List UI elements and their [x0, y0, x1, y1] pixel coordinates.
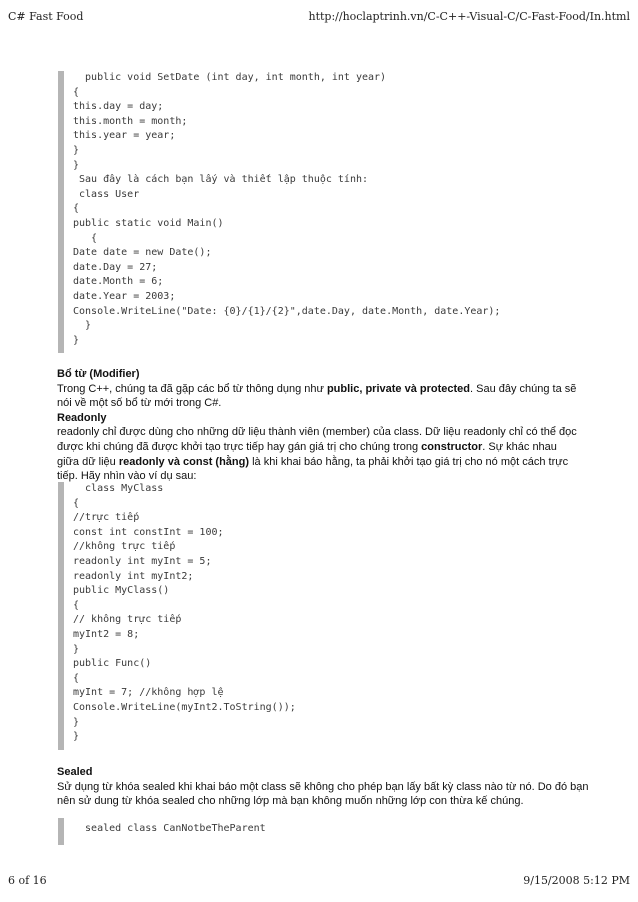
text-run: . Sau đây chúng ta sẽ nói về một số bổ từ mới trong C#.	[57, 382, 577, 410]
code-listing-3	[64, 818, 266, 837]
bold-run: constructor	[421, 440, 483, 453]
text-run: là khi khai báo hằng, ta phải khởi tạo giá trị cho nó một cách trực tiếp. Hãy nhìn vào ví dụ sau:	[57, 455, 569, 483]
text-run: Trong C++, chúng ta đã gặp các bổ từ thông dụng như	[57, 382, 327, 395]
code-line: public MyClass()	[73, 585, 170, 597]
footer-page-number: 6 of 16	[8, 874, 47, 887]
code-block-1	[58, 71, 500, 353]
bold-run: readonly và const (hằng)	[118, 455, 250, 468]
code-line: Console.WriteLine(myInt2.ToString());	[73, 701, 296, 713]
code-line: date.Month = 6;	[73, 276, 164, 288]
code-line: myInt2 = 8;	[73, 628, 140, 640]
code-line: this.year = year;	[73, 130, 176, 142]
sealed-paragraph: Sử dụng từ khóa sealed khi khai báo một class sẽ không cho phép bạn lấy bất kỳ class nào từ nó. Do đó bạn nên sử dung từ khóa sealed cho những lớp mà bạn không muốn những lớp con thừa kế chúng.	[57, 780, 589, 808]
code-line: }	[73, 643, 80, 655]
header-title: C# Fast Food	[8, 10, 84, 23]
code-line: }	[73, 144, 80, 156]
code-line: //trực tiếp	[73, 512, 140, 524]
code-line: class User	[73, 188, 140, 200]
code-line: }	[73, 731, 80, 743]
bold-run: public, private và protected	[326, 382, 470, 395]
code-line: {	[73, 232, 98, 244]
code-line: this.month = month;	[73, 115, 188, 127]
code-line: myInt = 7; //không hợp lệ	[73, 687, 224, 699]
code-line: public void SetDate (int day, int month, int year)	[73, 72, 387, 83]
code-line: // không trực tiếp	[73, 614, 182, 626]
code-line: sealed class CanNotbeTheParent	[73, 823, 266, 834]
modifier-paragraph	[57, 382, 592, 411]
code-line: readonly int myInt2;	[73, 570, 194, 582]
text-run: . Sự khác nhau giữa dữ liệu	[57, 440, 557, 468]
section-heading-modifier: Bổ từ (Modifier)	[57, 368, 140, 380]
code-line: Sau đây là cách bạn lấy và thiết lập thuộc tính:	[73, 174, 369, 186]
modifier-section	[57, 367, 592, 484]
sealed-section	[57, 765, 592, 809]
code-line: this.day = day;	[73, 101, 164, 113]
header-url[interactable]: http://hoclaptrinh.vn/C-C++-Visual-C/C-Fast-Food/In.html	[308, 10, 630, 23]
code-line: }	[73, 320, 92, 332]
code-line: date.Year = 2003;	[73, 290, 176, 302]
code-line: const int constInt = 100;	[73, 526, 224, 538]
code-line: public Func()	[73, 658, 152, 670]
code-line: {	[73, 599, 80, 611]
code-line: Date date = new Date();	[73, 247, 212, 259]
code-line: }	[73, 159, 80, 171]
text-run: readonly chỉ được dùng cho những dữ liệu thành viên (member) của class. Dữ liệu readonly chỉ có thể đọc được khi chúng đã được khởi tạo trực tiếp hay gán giá trị cho chúng trong	[57, 426, 577, 453]
code-line: {	[73, 497, 80, 509]
code-line: class MyClass	[73, 483, 164, 494]
section-heading-readonly: Readonly	[57, 411, 107, 424]
footer-datetime: 9/15/2008 5:12 PM	[523, 874, 630, 887]
code-block-3	[58, 818, 266, 845]
code-line: {	[73, 86, 80, 98]
code-line: {	[73, 672, 80, 684]
code-listing-2	[64, 482, 296, 745]
code-line: readonly int myInt = 5;	[73, 555, 212, 567]
section-heading-sealed: Sealed	[57, 766, 93, 778]
code-block-2	[58, 482, 296, 750]
code-line: }	[73, 716, 80, 728]
code-listing-1	[64, 71, 500, 348]
code-line: {	[73, 203, 80, 215]
code-line: Console.WriteLine("Date: {0}/{1}/{2}",date.Day, date.Month, date.Year);	[73, 305, 501, 317]
code-line: //không trực tiếp	[73, 541, 176, 553]
code-line: public static void Main()	[73, 217, 224, 229]
readonly-paragraph	[57, 425, 577, 483]
code-line: date.Day = 27;	[73, 261, 158, 273]
code-line: }	[73, 334, 80, 346]
